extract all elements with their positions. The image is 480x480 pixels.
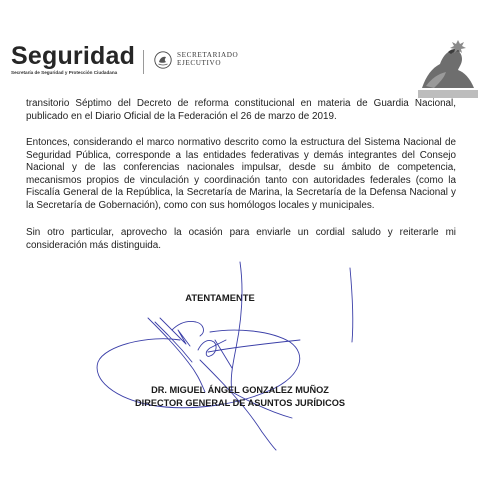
seguridad-logo: [11, 44, 135, 76]
logo-subtitle: Secretaría de Seguridad y Protección Ciudadana: [11, 70, 118, 75]
closing-salutation: ATENTAMENTE: [185, 292, 255, 303]
letterhead: [0, 0, 480, 92]
national-seal-icon: [154, 51, 172, 69]
signer-title: DIRECTOR GENERAL DE ASUNTOS JURÍDICOS: [135, 398, 345, 408]
signer-block: [100, 384, 380, 410]
paragraph-1: transitorio Séptimo del Decreto de reforma constitucional en materia de Guardia Nacional, publicado en el Diario Oficial de la Federación el 26 de marzo de 2019.: [26, 98, 456, 122]
header-divider: [143, 50, 144, 74]
office-line-1: SECRETARIADO: [177, 51, 239, 59]
logo-wordmark: Seguridad: [11, 42, 136, 70]
paragraph-2: Entonces, considerando el marco normativo descrito como la estructura del Sistema Nacional de Seguridad Pública, corresponde a las entidades federativas y demás integrantes del Consejo Nacional y de las conferencias nacionales impulsar, desde su ámbito de competencia, mecanismos propios de vinculación y coordinación tanto con autoridades federales (como la Fiscalía General de la República, la Secretaría de Marina, la Secretaría de la Defensa Nacional y la Secretaría de Gobernación), como con sus homólogos locales y municipales.: [26, 137, 456, 211]
paragraph-3: Sin otro particular, aprovecho la ocasión para enviarle un cordial saludo y reiterarle mi consideración más distinguida.: [26, 227, 456, 251]
signer-name: DR. MIGUEL ÁNGEL GONZALEZ MUÑOZ: [151, 385, 329, 395]
office-line-2: EJECUTIVO: [177, 59, 222, 68]
office-name: [177, 51, 238, 68]
allegorical-figure-emblem-icon: [418, 38, 478, 98]
